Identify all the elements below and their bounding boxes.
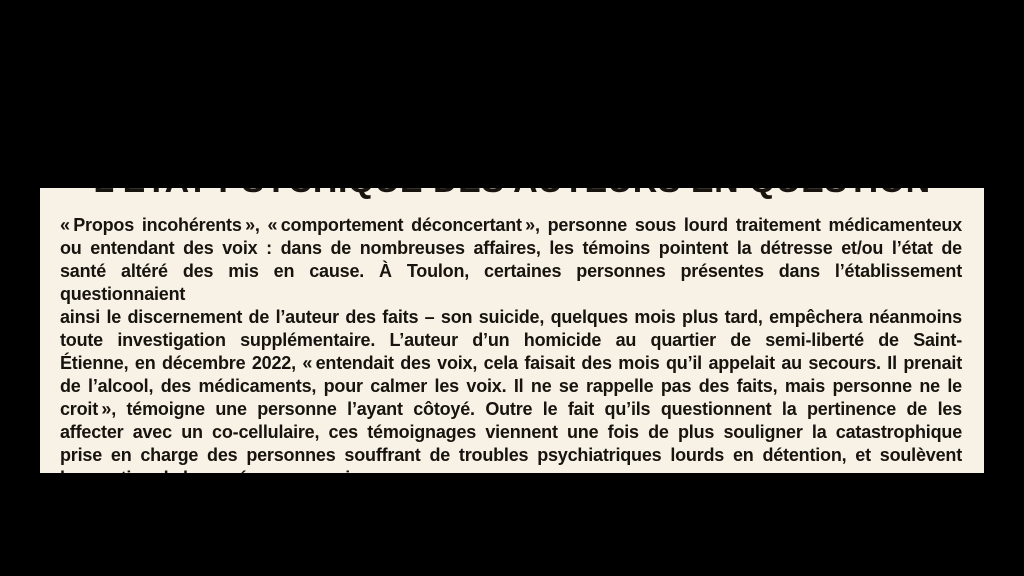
body-line: prise en charge des personnes souffrant de troubles psychiatriques lourds en détention, et soulèvent — [60, 445, 962, 465]
slide-card — [40, 140, 984, 473]
body-line: de l’alcool, des médicaments, pour calmer les voix. Il ne se rappelle pas des faits, mais personne ne le — [60, 376, 962, 396]
body-line: Étienne, en décembre 2022, « entendait des voix, cela faisait des mois qu’il appelait au secours. Il prenait — [60, 353, 962, 373]
body-line: toute investigation supplémentaire. L’auteur d’un homicide au quartier de semi-liberté de Saint- — [60, 330, 962, 350]
body-line: affecter avec un co-cellulaire, ces témoignages viennent une fois de plus souligner la catastrophique — [60, 422, 962, 442]
body-line: croit », témoigne une personne l’ayant côtoyé. Outre le fait qu’ils questionnent la pertinence de les — [60, 399, 962, 419]
body-line: « Propos incohérents », « comportement déconcertant », personne sous lourd traitement médicamenteux — [60, 215, 962, 235]
letterbox-top-bar — [0, 0, 1024, 188]
body-line: ou entendant des voix : dans de nombreuses affaires, les témoins pointent la détresse et/ou l’état de — [60, 238, 962, 258]
body-paragraph — [60, 214, 962, 490]
body-line: ainsi le discernement de l’auteur des faits – son suicide, quelques mois plus tard, empêchera néanmoins — [60, 307, 962, 327]
letterbox-bottom-bar — [0, 473, 1024, 576]
body-line: santé altéré des mis en cause. À Toulon, certaines personnes présentes dans l’établissement questionnaient — [60, 261, 962, 304]
